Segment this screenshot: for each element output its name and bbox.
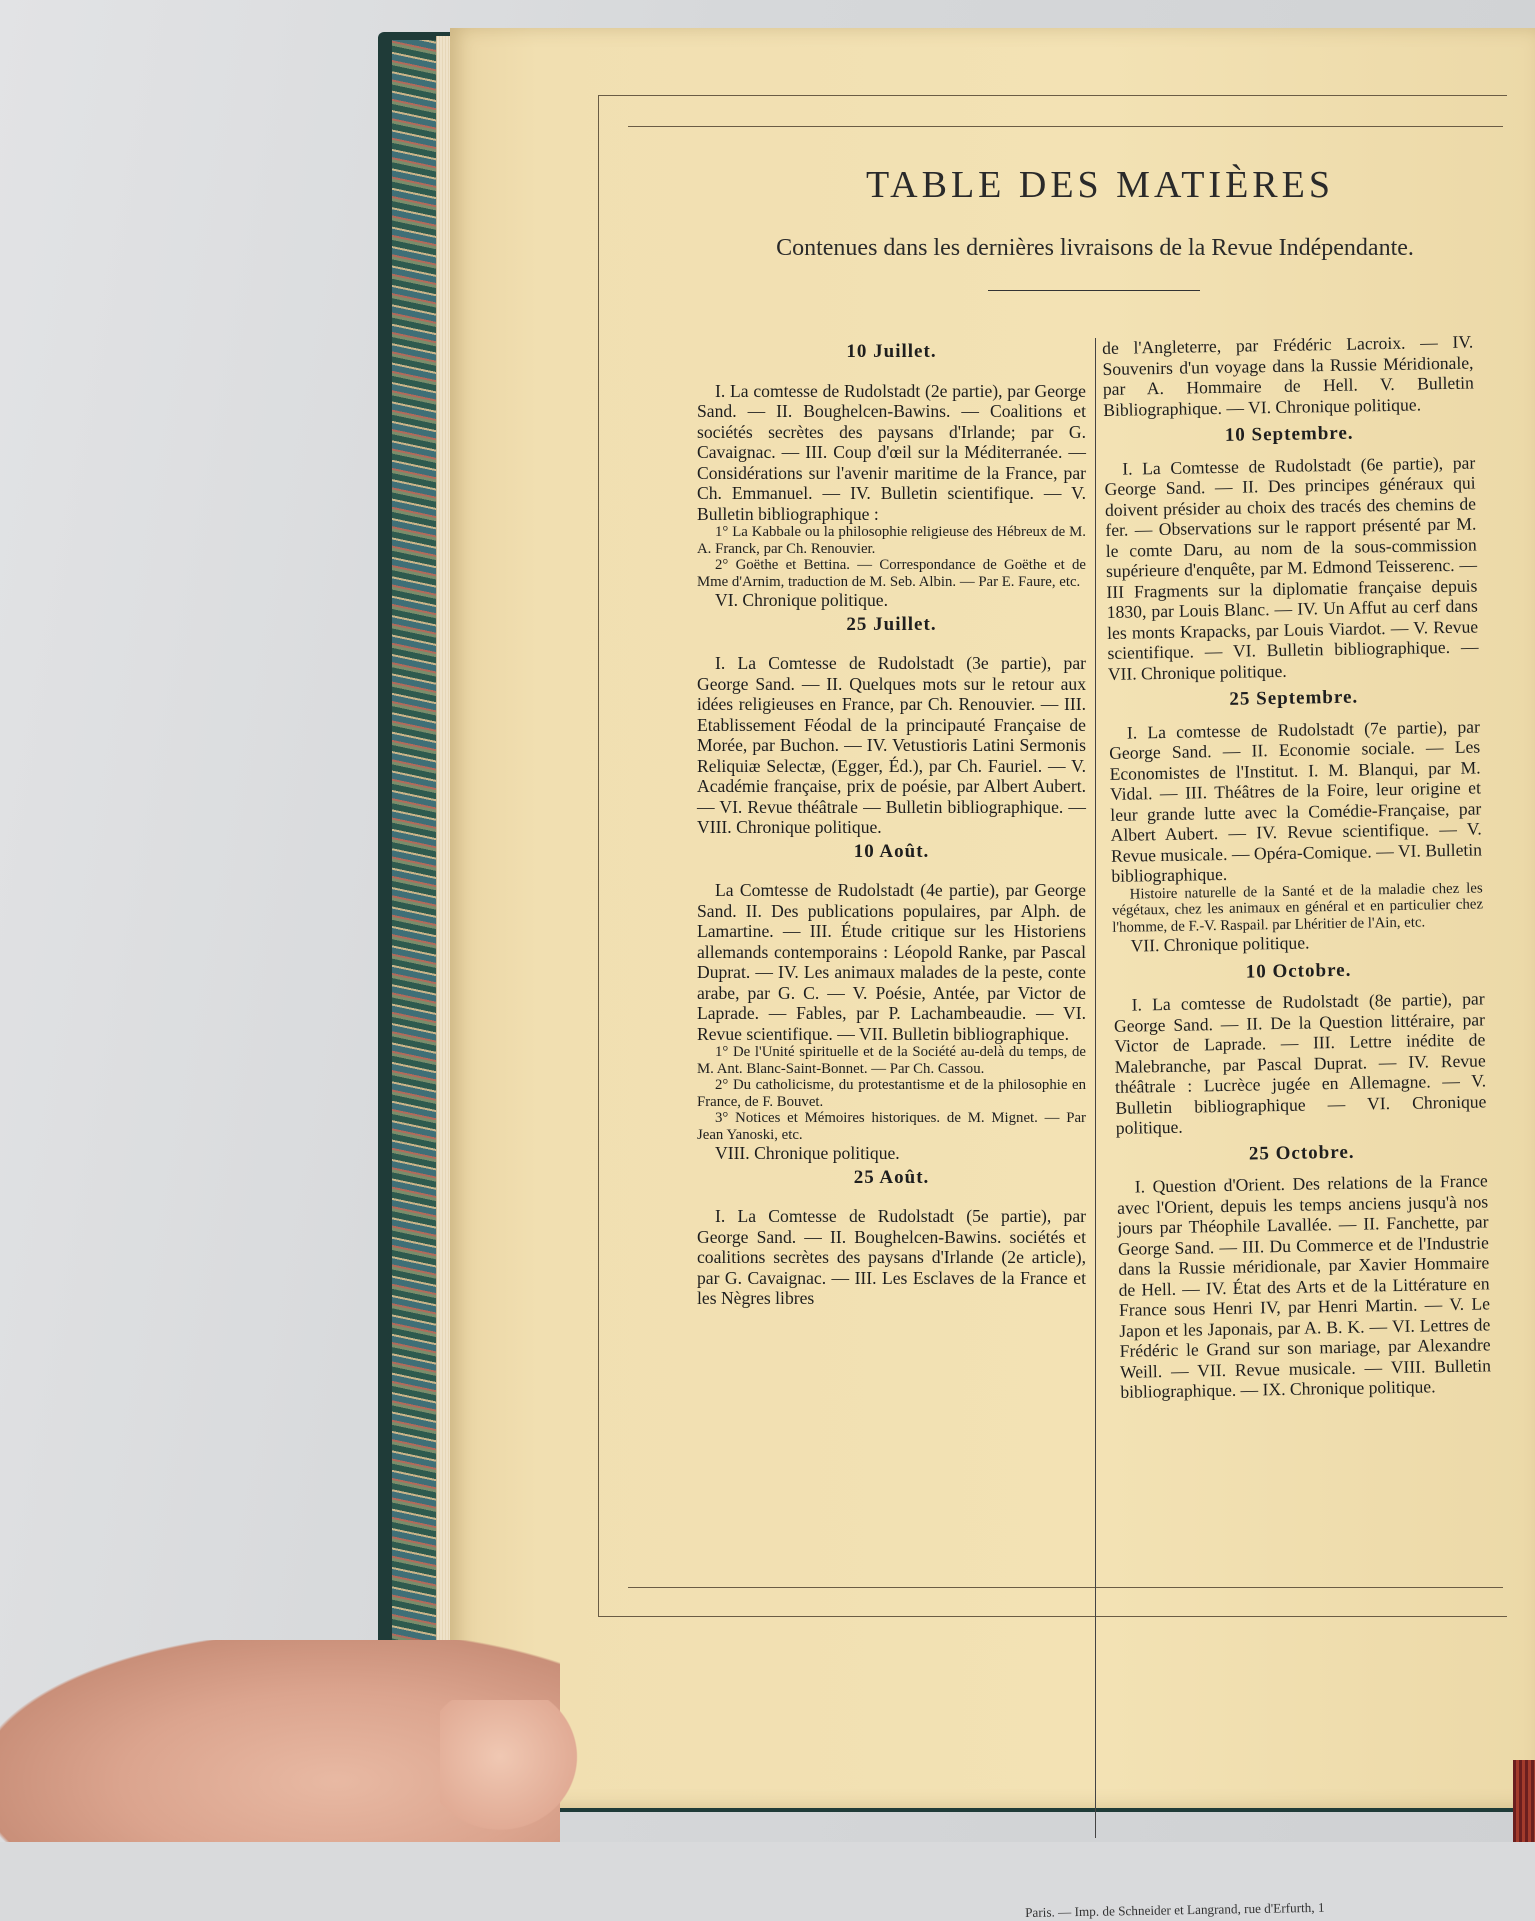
section-paragraph: I. La comtesse de Rudolstadt (2e partie), par George Sand. — II. Boughelcen-Bawins. — Coalitions et sociétés secrètes des paysans d'Irlande; par G. Cavaignac. — III. Coup d'œil sur la Méditerranée. — Considérations sur l'avenir maritime de la France, par Ch. Emmanuel. — IV. Bulletin scientifique. — V. Bulletin bibliographique : <box>697 380 1086 524</box>
section-subitem: 1° De l'Unité spirituelle et de la Société au-delà du temps, de M. Ant. Blanc-Saint-Bonnet. — Par Ch. Cassou. <box>697 1044 1086 1077</box>
section-heading: 25 Octobre. <box>1248 1141 1355 1165</box>
section-heading: 10 Août. <box>853 840 930 862</box>
section-paragraph: I. La Comtesse de Rudolstadt (6e partie), par George Sand. — II. Des principes généraux qui doivent présider au choix des tracés des chemins de fer. — Observations sur le rapport présenté par M. le comte Daru, au nom de la sous-commission supérieure d'enquête, par M. Edmond Teisserenc. — III Fragments sur la diplomatie française depuis 1830, par Louis Blanc. — IV. Un Affut au cerf dans les monts Krapacks, par Louis Viardot. — V. Revue scientifique. — VI. Bulletin bibliographique. — VII. Chronique politique. <box>1104 452 1479 684</box>
left-column <box>697 338 1086 1309</box>
section-subitem: Histoire naturelle de la Santé et de la maladie chez les végétaux, chez les animaux en général et en particulier chez l'homme, de F.-V. Raspail. par Lhéritier de l'Ain, etc. <box>1111 879 1484 936</box>
section-subitem: 2° Goëthe et Bettina. — Correspondance de Goëthe et de Mme d'Arnim, traduction de M. Seb. Albin. — Par E. Faure, etc. <box>697 557 1086 590</box>
column-divider <box>1095 338 1096 1838</box>
section-paragraph: I. La comtesse de Rudolstadt (7e partie), par George Sand. — II. Economie sociale. — Les Economistes de l'Institut. I. M. Blanqui, par M. Vidal. — III. Théâtres de la Foire, leur origine et leur grande lutte avec la Comédie-Française, par Albert Aubert. — IV. Revue scientifique. — V. Revue musicale. — Opéra-Comique. — VI. Bulletin bibliographique. <box>1109 715 1483 886</box>
section-closing: VII. Chronique politique. <box>1130 932 1310 956</box>
section-heading: 10 Juillet. <box>846 341 937 362</box>
page-edges <box>436 36 451 1802</box>
section-heading: 10 Octobre. <box>1245 959 1352 983</box>
marbled-endpaper <box>392 40 438 1800</box>
section-closing: VI. Chronique politique. <box>715 590 888 610</box>
page-title: TABLE DES MATIÈRES <box>866 164 1334 206</box>
section-subitem: 3° Notices et Mémoires historiques. de M. Mignet. — Par Jean Yanoski, etc. <box>697 1110 1086 1143</box>
section-paragraph: de l'Angleterre, par Frédéric Lacroix. — IV. Souvenirs d'un voyage dans la Russie Méridionale, par A. Hommaire de Hell. V. Bulletin Bibliographique. — VI. Chronique politique. <box>1102 331 1475 420</box>
section-subitem: 2° Du catholicisme, du protestantisme et de la philosophie en France, de F. Bouvet. <box>697 1077 1086 1110</box>
imprint-footer: Paris. — Imp. de Schneider et Langrand, rue d'Erfurth, 1 <box>1025 1899 1325 1920</box>
right-column <box>1102 332 1492 1403</box>
section-heading: 25 Juillet. <box>846 613 937 635</box>
section-heading: 25 Août. <box>853 1166 930 1188</box>
thumb <box>440 1700 590 1842</box>
section-heading: 25 Septembre. <box>1229 686 1359 710</box>
title-rule <box>988 290 1200 291</box>
section-heading: 10 Septembre. <box>1224 422 1354 446</box>
section-subitem: 1° La Kabbale ou la philosophie religieuse des Hébreux de M. A. Franck, par Ch. Renouvier. <box>697 524 1086 557</box>
section-closing: VIII. Chronique politique. <box>715 1143 900 1163</box>
page-subtitle: Contenues dans les dernières livraisons de la Revue Indépendante. <box>776 235 1414 261</box>
section-paragraph: I. Question d'Orient. Des relations de la France avec l'Orient, depuis les temps anciens jusqu'à nos jours par Théophile Lavallée. — II. Fanchette, par George Sand. — III. Du Commerce et de l'Industrie dans la Russie méridionale, par Xavier Hommaire de Hell. — IV. État des Arts et de la Littérature en France sous Henri IV, par Henri Martin. — V. Le Japon et les Japonais, par A. B. K. — VI. Lettres de Frédéric le Grand sur son mariage, par Alexandre Weill. — VII. Revue musicale. — VIII. Bulletin bibliographique. — IX. Chronique politique. <box>1117 1170 1492 1402</box>
section-paragraph: La Comtesse de Rudolstadt (4e partie), par George Sand. II. Des publications populaires, par Alph. de Lamartine. — III. Étude critique sur les Historiens allemands contemporains : Léopold Ranke, par Pascal Duprat. — IV. Les animaux malades de la peste, conte arabe, par G. C. — V. Poésie, Antée, par Victor de Laprade. — Fables, par P. Lachambeaudie. — VI. Revue scientifique. — VII. Bulletin bibliographique. <box>697 880 1086 1044</box>
section-paragraph: I. La Comtesse de Rudolstadt (3e partie), par George Sand. — II. Quelques mots sur le retour aux idées religieuses en France, par Ch. Renouvier. — III. Etablissement Féodal de la principauté Française de Morée, par Buchon. — IV. Vetustioris Latini Sermonis Reliquiæ Selectæ, (Egger, Éd.), par Ch. Fauriel. — V. Académie française, prix de poésie, par Albert Aubert. — VI. Revue théâtrale — Bulletin bibliographique. — VIII. Chronique politique. <box>697 653 1086 837</box>
section-paragraph: I. La comtesse de Rudolstadt (8e partie), par George Sand. — II. De la Question littéraire, par Victor de Laprade. — III. Lettre inédite de Malebranche, par Pascal Duprat. — IV. Revue théâtrale : Lucrèce jugée en Allemagne. — V. Bulletin bibliographique — VI. Chronique politique. <box>1113 988 1487 1138</box>
section-paragraph: I. La Comtesse de Rudolstadt (5e partie), par George Sand. — II. Boughelcen-Bawins. sociétés et coalitions secrètes des paysans d'Irlande (2e article), par G. Cavaignac. — III. Les Esclaves de la France et les Nègres libres <box>697 1206 1086 1308</box>
bookmark-ribbon <box>1513 1760 1535 1842</box>
